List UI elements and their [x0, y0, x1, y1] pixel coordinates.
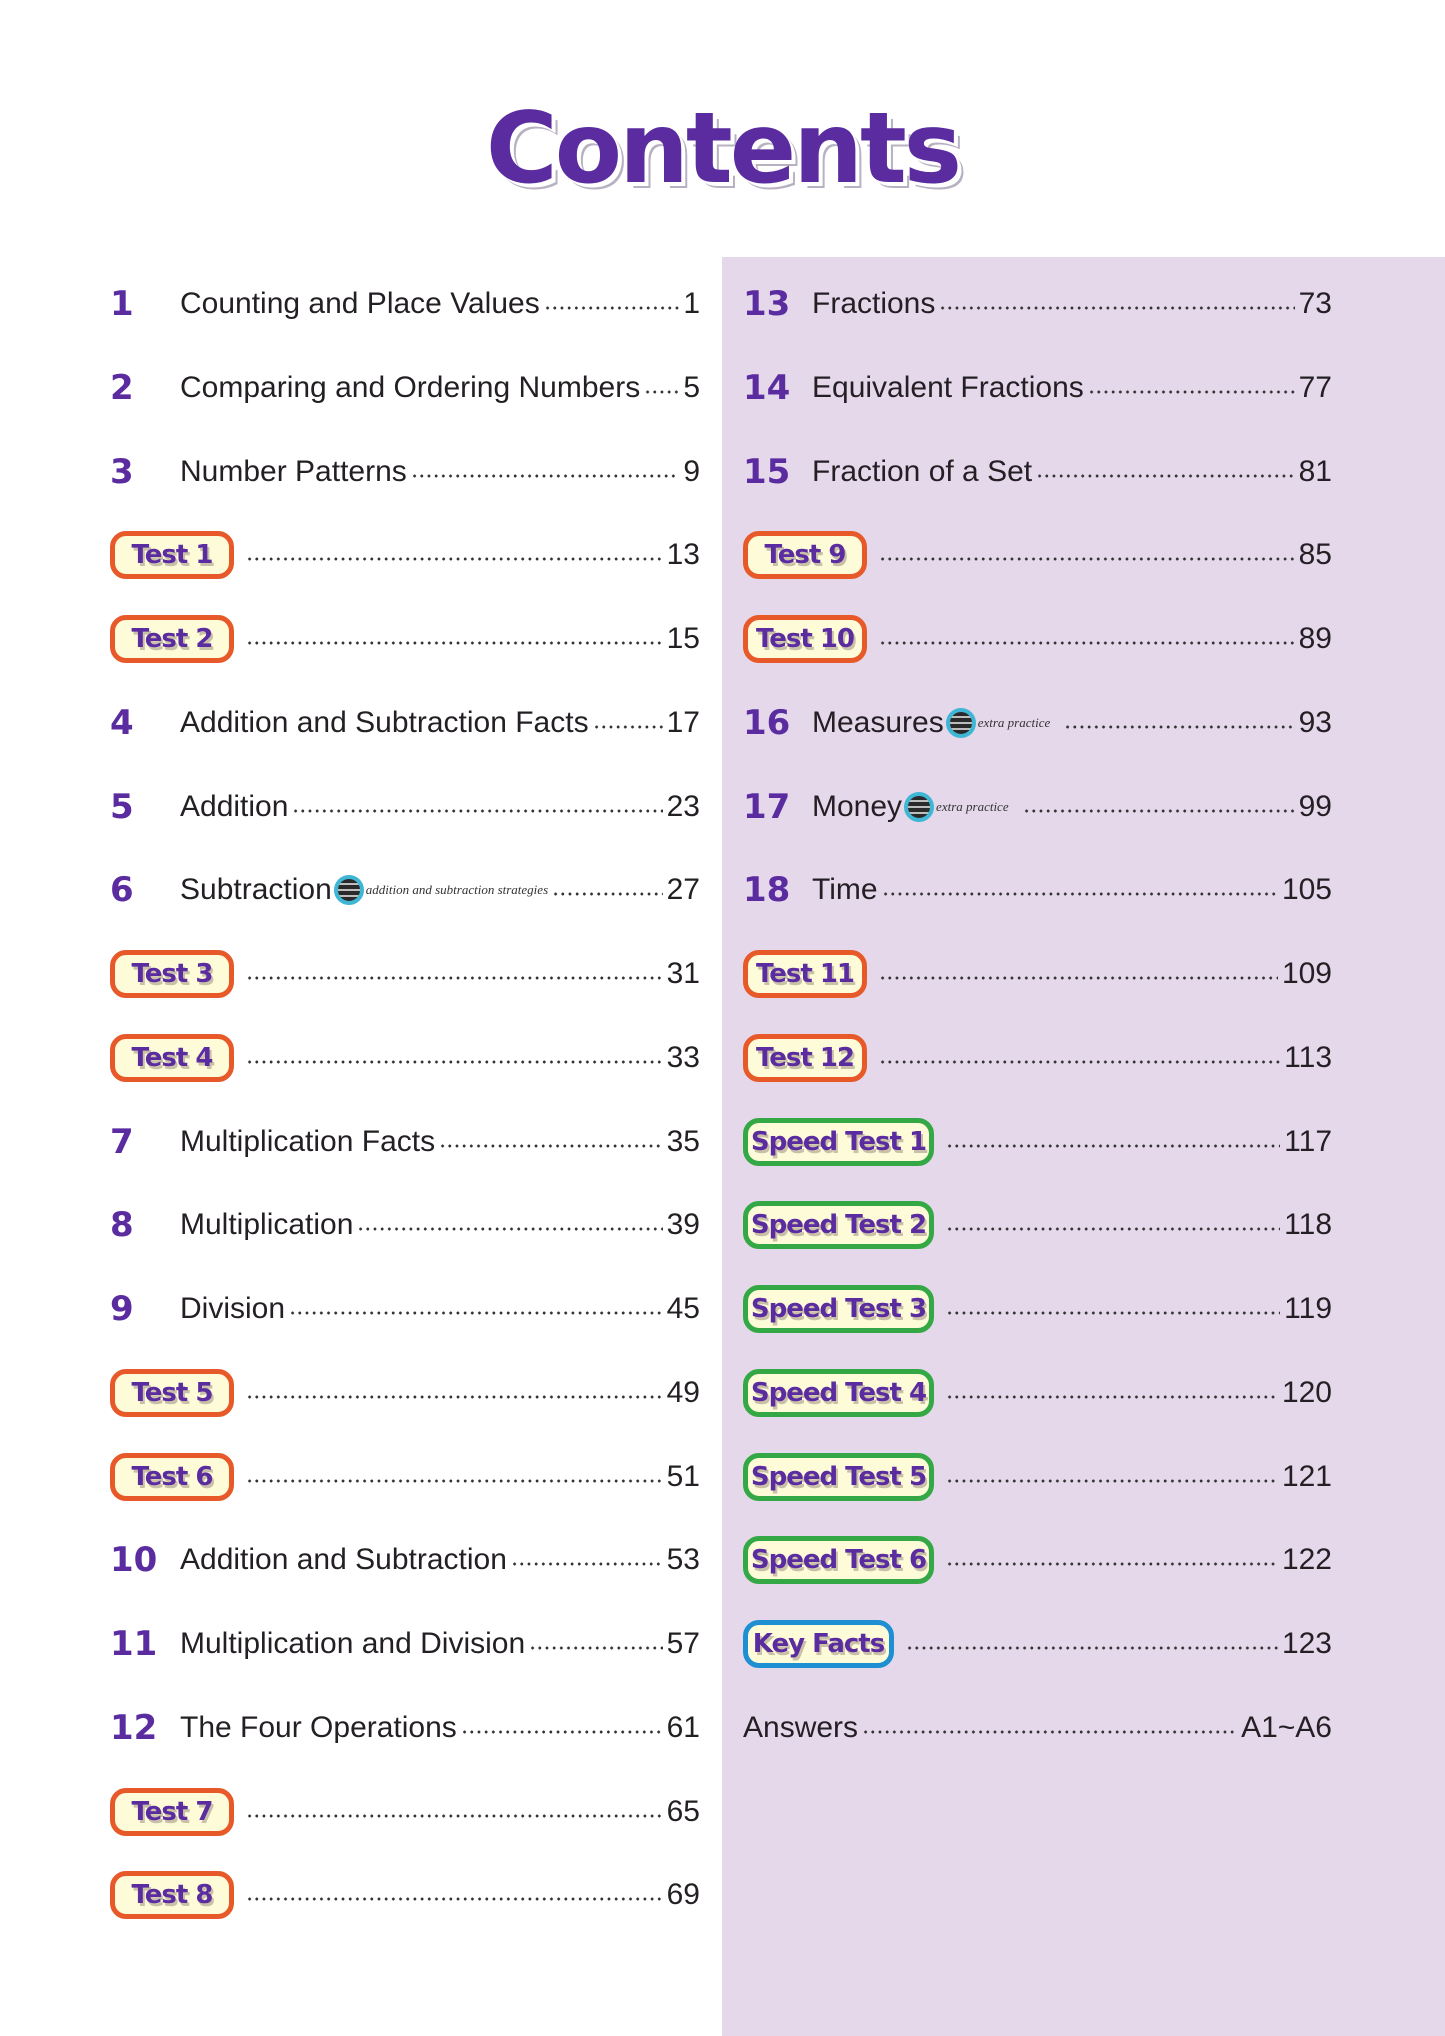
chapter-number: 9 [110, 1289, 134, 1329]
dot-leader [529, 1646, 662, 1650]
test-badge[interactable]: Test 5 [110, 1369, 234, 1417]
page-number: 31 [666, 957, 700, 990]
chapter-title[interactable]: Fraction of a Set [812, 454, 1033, 488]
toc-entry[interactable] [110, 1614, 700, 1674]
test-badge[interactable]: Test 3 [110, 950, 234, 998]
chapter-number: 18 [743, 870, 791, 911]
chapter-number: 8 [110, 1205, 134, 1246]
dot-leader [862, 1730, 1237, 1734]
page-number: 65 [666, 1794, 700, 1828]
toc-entry[interactable] [110, 525, 700, 585]
speed-test-badge[interactable]: Speed Test 6 [743, 1536, 934, 1584]
toc-entry[interactable] [110, 1865, 700, 1925]
page-number: 33 [666, 1040, 700, 1074]
toc-entry[interactable] [743, 944, 1332, 1004]
page-number: 15 [666, 622, 700, 655]
page-number: 13 [666, 538, 700, 572]
dot-leader [946, 1395, 1278, 1399]
dot-leader [939, 306, 1294, 310]
dot-leader [511, 1562, 663, 1566]
page-number: 49 [666, 1375, 700, 1409]
test-badge[interactable]: Test 10 [743, 615, 867, 663]
toc-entry[interactable] [743, 1614, 1332, 1674]
dot-leader [1023, 809, 1295, 813]
toc-entry[interactable] [110, 1112, 700, 1172]
dot-leader [593, 725, 663, 729]
page-number: 61 [666, 1710, 700, 1744]
dot-leader [289, 1311, 663, 1315]
test-badge[interactable]: Test 7 [110, 1788, 234, 1836]
toc-entry[interactable] [743, 358, 1332, 418]
dot-leader [246, 1479, 663, 1483]
dot-leader [879, 641, 1295, 645]
toc-entry[interactable] [110, 777, 700, 837]
toc-entry[interactable] [110, 358, 700, 418]
extra-practice-text: extra practice [977, 714, 1051, 730]
speed-test-badge[interactable]: Speed Test 3 [743, 1285, 934, 1333]
dot-leader [946, 1227, 1280, 1231]
page-number: 109 [1281, 957, 1332, 990]
page-title: Contents [485, 92, 960, 206]
page-number: 93 [1298, 705, 1332, 739]
page-number: 1 [683, 287, 700, 320]
toc-entry[interactable] [743, 1530, 1332, 1590]
test-badge[interactable]: Test 8 [110, 1871, 234, 1919]
toc-entry[interactable] [743, 442, 1332, 502]
speed-test-badge[interactable]: Speed Test 2 [743, 1201, 934, 1249]
page-number: 123 [1281, 1627, 1332, 1660]
dot-leader [1064, 725, 1294, 729]
page-number: 85 [1298, 538, 1332, 572]
speed-test-badge[interactable]: Speed Test 4 [743, 1369, 934, 1417]
dot-leader [1036, 474, 1295, 478]
chapter-number: 2 [110, 367, 134, 408]
dot-leader [461, 1730, 663, 1734]
chapter-title[interactable]: Counting and Place Values [180, 287, 540, 320]
chapter-title[interactable]: Measures [812, 705, 944, 739]
page-number: 121 [1281, 1459, 1332, 1493]
dot-leader [879, 557, 1295, 561]
key-facts-badge[interactable]: Key Facts [743, 1620, 894, 1668]
page-number: 73 [1298, 287, 1332, 320]
dot-leader [946, 1144, 1280, 1148]
test-badge[interactable]: Test 2 [110, 615, 234, 663]
toc-entry[interactable] [110, 1363, 700, 1423]
extra-practice-icon [334, 875, 364, 905]
page-number: 120 [1281, 1375, 1332, 1409]
page-number: 57 [666, 1627, 700, 1660]
chapter-title[interactable]: Addition and Subtraction Facts [180, 705, 589, 739]
extra-practice-icon [946, 708, 976, 738]
dot-leader [246, 1060, 663, 1064]
chapter-title[interactable]: Multiplication [180, 1208, 354, 1242]
toc-entry[interactable] [110, 944, 700, 1004]
toc-entry[interactable] [743, 525, 1332, 585]
toc-entry[interactable] [743, 693, 1332, 753]
speed-test-badge[interactable]: Speed Test 5 [743, 1453, 934, 1501]
toc-entry[interactable] [110, 274, 700, 334]
page-number: 89 [1298, 622, 1332, 655]
chapter-title[interactable]: The Four Operations [180, 1710, 457, 1744]
page-number: 77 [1298, 370, 1332, 404]
chapter-title[interactable]: Fractions [812, 287, 936, 320]
extra-practice-text: extra practice [936, 798, 1009, 814]
extra-practice-note [904, 792, 1009, 822]
toc-entry[interactable] [743, 1447, 1332, 1507]
toc-entry[interactable] [110, 1530, 700, 1590]
toc-entry[interactable] [110, 1698, 700, 1758]
dot-leader [1088, 390, 1295, 394]
chapter-title[interactable]: Multiplication Facts [180, 1124, 436, 1158]
dot-leader [552, 892, 662, 896]
page-number: 39 [666, 1208, 700, 1242]
chapter-title[interactable]: Addition [180, 789, 289, 823]
toc-entry[interactable] [743, 1112, 1332, 1172]
toc-entry[interactable] [110, 609, 700, 669]
chapter-number: 4 [110, 702, 134, 743]
page-number: 122 [1281, 1543, 1332, 1577]
dot-leader [439, 1144, 663, 1148]
dot-leader [246, 641, 663, 645]
page-number: A1~A6 [1241, 1710, 1332, 1744]
speed-test-badge[interactable]: Speed Test 1 [743, 1118, 934, 1166]
page-number: 17 [666, 705, 700, 739]
chapter-number: 15 [743, 451, 791, 492]
chapter-number: 3 [110, 451, 134, 492]
chapter-title[interactable]: Subtraction [180, 873, 332, 907]
chapter-title[interactable]: Time [812, 873, 878, 907]
test-badge[interactable]: Test 1 [110, 531, 234, 579]
toc-entry[interactable] [743, 1698, 1332, 1758]
chapter-title[interactable]: Comparing and Ordering Numbers [180, 370, 641, 404]
chapter-number: 10 [110, 1540, 158, 1581]
chapter-number: 11 [110, 1624, 158, 1664]
toc-entry[interactable] [743, 609, 1332, 669]
chapter-title[interactable]: Number Patterns [180, 454, 407, 488]
dot-leader [357, 1227, 662, 1231]
chapter-number: 6 [110, 870, 134, 911]
answers-title[interactable]: Answers [743, 1710, 859, 1744]
dot-leader [411, 474, 680, 478]
dot-leader [882, 892, 1278, 896]
toc-entry[interactable] [743, 1279, 1332, 1339]
chapter-number: 13 [743, 284, 791, 324]
toc-entry[interactable] [110, 1279, 700, 1339]
chapter-number: 14 [743, 367, 791, 408]
toc-entry[interactable] [743, 860, 1332, 920]
extra-practice-icon [904, 792, 934, 822]
dot-leader [246, 976, 663, 980]
page-number: 5 [683, 370, 700, 404]
extra-practice-note [946, 708, 1051, 738]
toc-entry[interactable] [743, 1363, 1332, 1423]
chapter-number: 5 [110, 786, 134, 827]
dot-leader [906, 1646, 1278, 1650]
page-number: 99 [1298, 789, 1332, 823]
test-badge[interactable]: Test 9 [743, 531, 867, 579]
toc-entry[interactable] [743, 274, 1332, 334]
page-number: 118 [1284, 1208, 1332, 1242]
dot-leader [879, 1060, 1280, 1064]
test-badge[interactable]: Test 11 [743, 950, 867, 998]
page-number: 23 [666, 789, 700, 823]
page-number: 81 [1298, 454, 1332, 488]
dot-leader [946, 1311, 1280, 1315]
toc-entry[interactable] [110, 693, 700, 753]
chapter-number: 12 [110, 1707, 158, 1748]
dot-leader [246, 1897, 663, 1901]
page-number: 35 [666, 1124, 700, 1158]
toc-entry[interactable] [110, 860, 700, 920]
page-number: 53 [666, 1543, 700, 1577]
toc-entry[interactable] [110, 1028, 700, 1088]
test-badge[interactable]: Test 6 [110, 1453, 234, 1501]
toc-entry[interactable] [743, 777, 1332, 837]
chapter-number: 17 [743, 786, 791, 827]
chapter-title[interactable]: Multiplication and Division [180, 1627, 526, 1660]
toc-entry[interactable] [110, 1447, 700, 1507]
toc-entry[interactable] [110, 1195, 700, 1255]
page-number: 51 [666, 1459, 700, 1493]
chapter-number: 7 [110, 1121, 134, 1162]
page-number: 27 [666, 873, 700, 907]
test-badge[interactable]: Test 12 [743, 1034, 867, 1082]
toc-entry[interactable] [110, 1782, 700, 1842]
dot-leader [644, 390, 679, 394]
extra-practice-text: addition and subtraction strategies [365, 882, 549, 898]
extra-practice-note [334, 875, 548, 905]
chapter-title[interactable]: Money [812, 789, 903, 823]
dot-leader [246, 1814, 663, 1818]
page-number: 113 [1284, 1040, 1332, 1074]
dot-leader [946, 1562, 1278, 1566]
chapter-number: 1 [110, 284, 134, 324]
page-number: 119 [1284, 1292, 1332, 1325]
page-number: 9 [683, 454, 700, 488]
dot-leader [246, 557, 663, 561]
toc-entry[interactable] [743, 1028, 1332, 1088]
page-number: 69 [666, 1878, 700, 1912]
toc-entry[interactable] [110, 442, 700, 502]
dot-leader [544, 306, 680, 310]
dot-leader [879, 976, 1278, 980]
dot-leader [292, 809, 662, 813]
chapter-title[interactable]: Division [180, 1292, 286, 1325]
page-number: 45 [666, 1292, 700, 1325]
chapter-title[interactable]: Equivalent Fractions [812, 370, 1084, 404]
page-number: 117 [1284, 1124, 1332, 1158]
test-badge[interactable]: Test 4 [110, 1034, 234, 1082]
chapter-number: 16 [743, 702, 791, 743]
dot-leader [946, 1479, 1278, 1483]
toc-entry[interactable] [743, 1195, 1332, 1255]
page-number: 105 [1281, 873, 1332, 907]
chapter-title[interactable]: Addition and Subtraction [180, 1543, 507, 1577]
dot-leader [246, 1395, 663, 1399]
